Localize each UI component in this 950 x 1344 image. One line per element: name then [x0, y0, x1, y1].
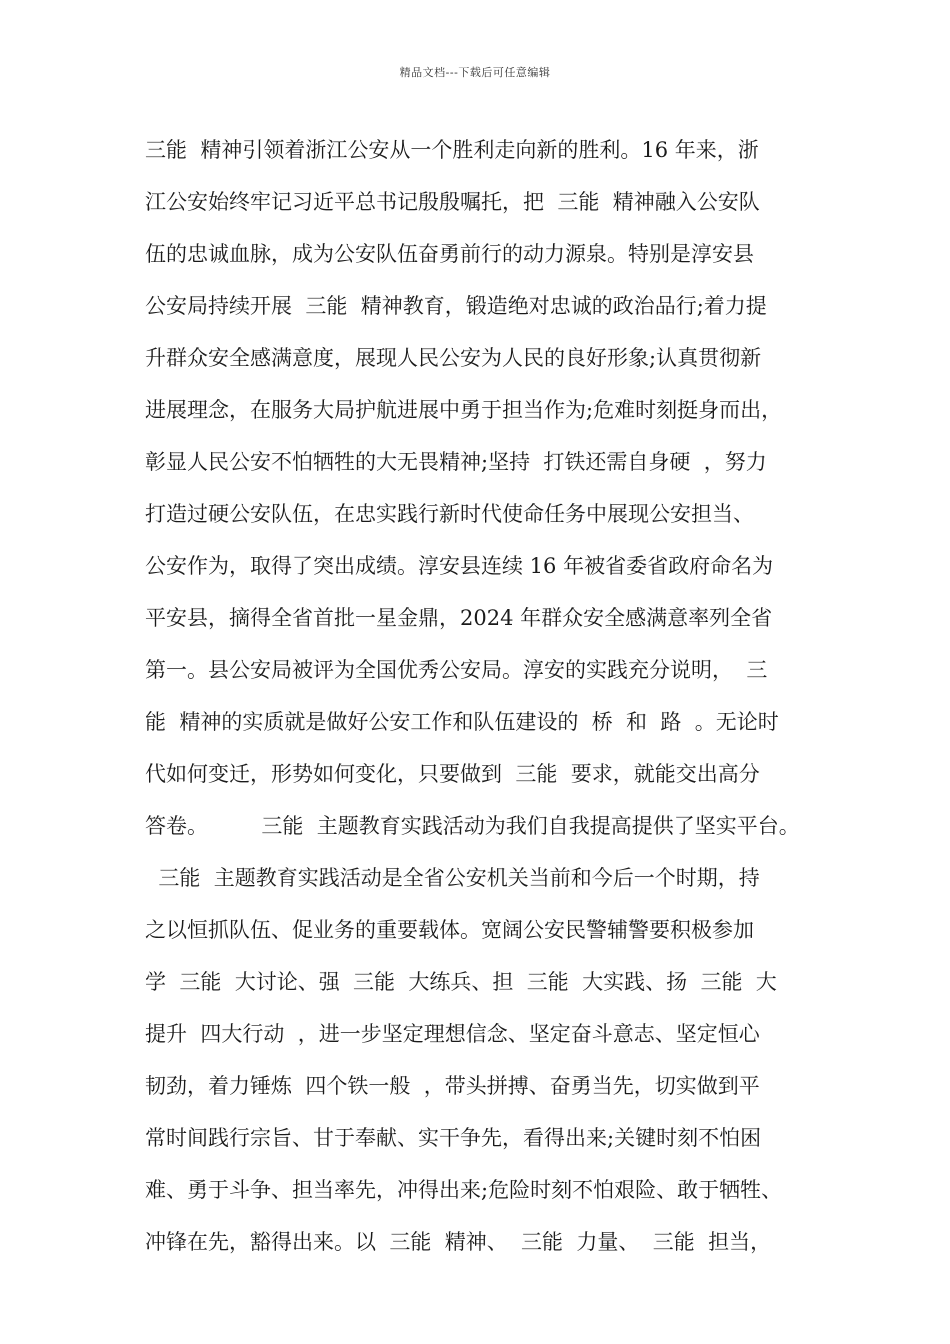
text-line: 韧劲，着力锤炼 四个铁一般 ，带头拼搏、奋勇当先，切实做到平	[145, 1074, 760, 1098]
text-line: 打造过硬公安队伍，在忠实践行新时代使命任务中展现公安担当、	[145, 502, 754, 526]
text-line: 难、勇于斗争、担当率先，冲得出来;危险时刻不怕艰险、敢于牺牲、	[145, 1178, 783, 1202]
text-line: 公安作为，取得了突出成绩。淳安县连续 16 年被省委省政府命名为	[145, 554, 774, 578]
text-line: 升群众安全感满意度，展现人民公安为人民的良好形象;认真贯彻新	[145, 346, 762, 370]
text-line: 提升 四大行动 ，进一步坚定理想信念、坚定奋斗意志、坚定恒心	[145, 1022, 760, 1046]
text-line: 平安县，摘得全省首批一星金鼎，2024 年群众安全感满意率列全省	[145, 606, 773, 630]
text-line: 答卷。 三能 主题教育实践活动为我们自我提高提供了坚实平台。	[145, 814, 800, 838]
text-line: 常时间践行宗旨、甘于奉献、实干争先，看得出来;关键时刻不怕困	[145, 1126, 762, 1150]
text-line: 彰显人民公安不怕牺牲的大无畏精神;坚持 打铁还需自身硬 ，努力	[145, 450, 767, 474]
document-body	[145, 128, 845, 1272]
text-line: 三能 精神引领着浙江公安从一个胜利走向新的胜利。16 年来，浙	[145, 138, 759, 162]
text-line: 江公安始终牢记习近平总书记殷殷嘱托，把 三能 精神融入公安队	[145, 190, 760, 214]
text-line: 学 三能 大讨论、强 三能 大练兵、担 三能 大实践、扬 三能 大	[145, 970, 777, 994]
text-line: 代如何变迁，形势如何变化，只要做到 三能 要求，就能交出高分	[145, 762, 760, 786]
text-line: 能 精神的实质就是做好公安工作和队伍建设的 桥 和 路 。无论时	[145, 710, 779, 734]
text-line: 第一。县公安局被评为全国优秀公安局。淳安的实践充分说明， 三	[145, 658, 768, 682]
text-line: 进展理念，在服务大局护航进展中勇于担当作为;危难时刻挺身而出，	[145, 398, 783, 422]
text-line: 之以恒抓队伍、促业务的重要载体。宽阔公安民警辅警要积极参加	[145, 918, 754, 942]
text-line: 冲锋在先，豁得出来。以 三能 精神、 三能 力量、 三能 担当，	[145, 1230, 772, 1254]
page-header: 精品文档---下载后可任意编辑	[399, 66, 551, 79]
text-line: 三能 主题教育实践活动是全省公安机关当前和今后一个时期，持	[145, 866, 760, 890]
text-line: 伍的忠诚血脉，成为公安队伍奋勇前行的动力源泉。特别是淳安县	[145, 242, 754, 266]
text-line: 公安局持续开展 三能 精神教育，锻造绝对忠诚的政治品行;着力提	[145, 294, 767, 318]
